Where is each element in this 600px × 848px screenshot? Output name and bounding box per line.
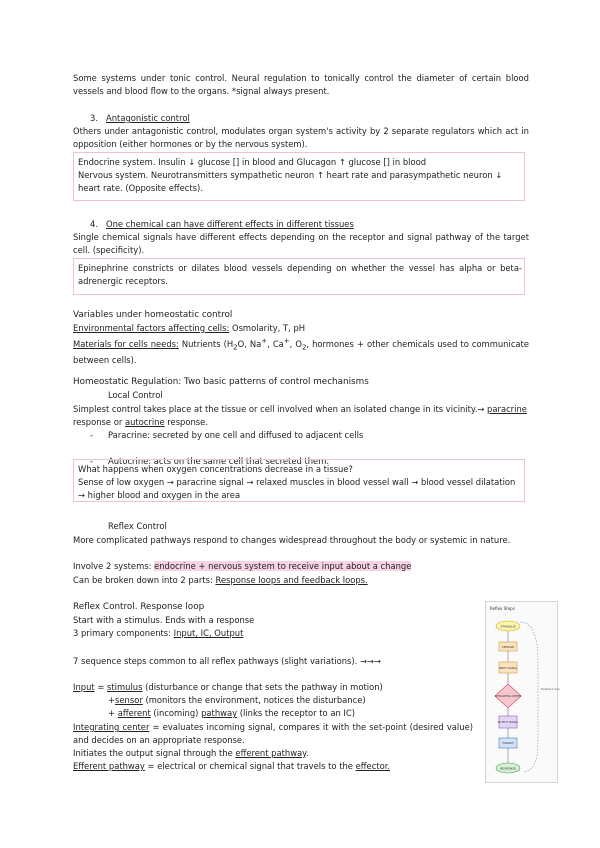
line-involve-systems: Involve 2 systems: endocrine + nervous system to receive input about a change [73,561,412,571]
heading-homeostatic-regulation: Homeostatic Regulation: Two basic patterns of control mechanisms [73,377,369,387]
paragraph-one-chemical: Single chemical signals have different effects depending on the receptor and signal pathway of the target cell. (specificity). [73,232,529,255]
step-stimulus-label: STIMULUS [500,624,516,629]
callout-question: What happens when oxygen concentrations decrease in a tissue? [78,464,353,474]
diagram-title: Reflex Steps [490,606,515,611]
step-input-label: INPUT SIGNAL [498,667,518,670]
paragraph-reflex-control: More complicated pathways respond to changes widespread throughout the body or systemic in nature. [73,535,511,545]
heading-variables: Variables under homeostatic control [73,310,233,320]
heading-antagonistic: 3. Antagonistic control [90,113,190,123]
step-response-label: RESPONSE [499,766,517,771]
step-sensor-label: SENSOR [501,645,515,649]
callout-line-endocrine: Endocrine system. Insulin ↓ glucose [] in blood and Glucagon ↑ glucose [] in blood [78,157,427,167]
step-integrating-label: INTEGRATING CENTER [494,695,522,698]
list-item: - Paracrine: secreted by one cell and diffused to adjacent cells [90,430,364,440]
heading-one-chemical: 4. One chemical can have different effects in different tissues [90,219,354,229]
line-environmental-factors: Environmental factors affecting cells: Osmolarity, T, pH [73,323,306,333]
paragraph-materials: Materials for cells needs: Nutrients ($H_2O$, Na+, Ca+, $O_2$, hormones + other chemicals used to communicate between cells). [73,337,529,366]
line-input-stimulus: Input = stimulus (disturbance or change that sets the pathway in motion) [73,682,383,692]
highlighted-text: endocrine + nervous system to receive input about a change [154,561,412,571]
line-efferent-pathway: Efferent pathway = electrical or chemical signal that travels to the effector. [73,761,391,771]
step-target-label: TARGET [502,741,514,745]
callout-line-nervous: Nervous system. Neurotransmitters sympathetic neuron ↑ heart rate and parasympathetic neuron ↓ heart rate. (Opposite effects). [78,170,503,193]
feedback-loop-arrow [520,622,538,772]
line-seven-steps: 7 sequence steps common to all reflex pathways (slight variations). →→→ [73,656,382,666]
callout-answer: Sense of low oxygen → paracrine signal → relaxed muscles in blood vessel wall → blood vessel dilatation → higher blood and oxygen in the area [78,477,516,500]
line-afferent-pathway: + afferent (incoming) pathway (links the receptor to an IC) [108,708,356,718]
list-item: - Autocrine: acts on the same cell that secreted them. [90,456,330,466]
heading-response-loop: Reflex Control. Response loop [73,602,205,612]
heading-reflex-control: Reflex Control [108,521,167,531]
callout-box-epinephrine: Epinephrine constricts or dilates blood vessels depending on whether the vessel has alpha or beta-adrenergic receptors. [73,258,525,295]
paragraph-integrating-center: Integrating center = evaluates incoming signal, compares it with the set-point (desired value) and decides on an appropriate response. [73,722,473,745]
callout-box-antagonistic [73,152,525,201]
line-stimulus-response: Start with a stimulus. Ends with a response [73,615,255,625]
paragraph-antagonistic: Others under antagonistic control, modulates organ system's activity by 2 separate regulators which act in opposition (either hormones or by the nervous system). [73,126,529,149]
line-primary-components: 3 primary components: Input, IC, Output [73,628,244,638]
diagram-side-note: Feedback loop [541,688,560,691]
paragraph-tonic: Some systems under tonic control. Neural regulation to tonically control the diameter of certain blood vessels and blood flow to the organs. *signal always present. [73,73,529,96]
line-broken-down: Can be broken down into 2 parts: Response loops and feedback loops. [73,575,368,585]
step-output-label: OUTPUT SIGNAL [497,721,519,724]
reflex-diagram-svg [486,602,560,782]
line-sensor: +sensor (monitors the environment, notices the disturbance) [108,695,366,705]
callout-box-oxygen [73,459,525,502]
heading-local-control: Local Control [108,390,163,400]
line-initiates-output: Initiates the output signal through the efferent pathway. [73,748,309,758]
paragraph-local-control: Simplest control takes place at the tissue or cell involved when an isolated change in its vicinity.→ paracrine response or autocrine response. [73,404,527,427]
reflex-steps-diagram [485,601,558,783]
